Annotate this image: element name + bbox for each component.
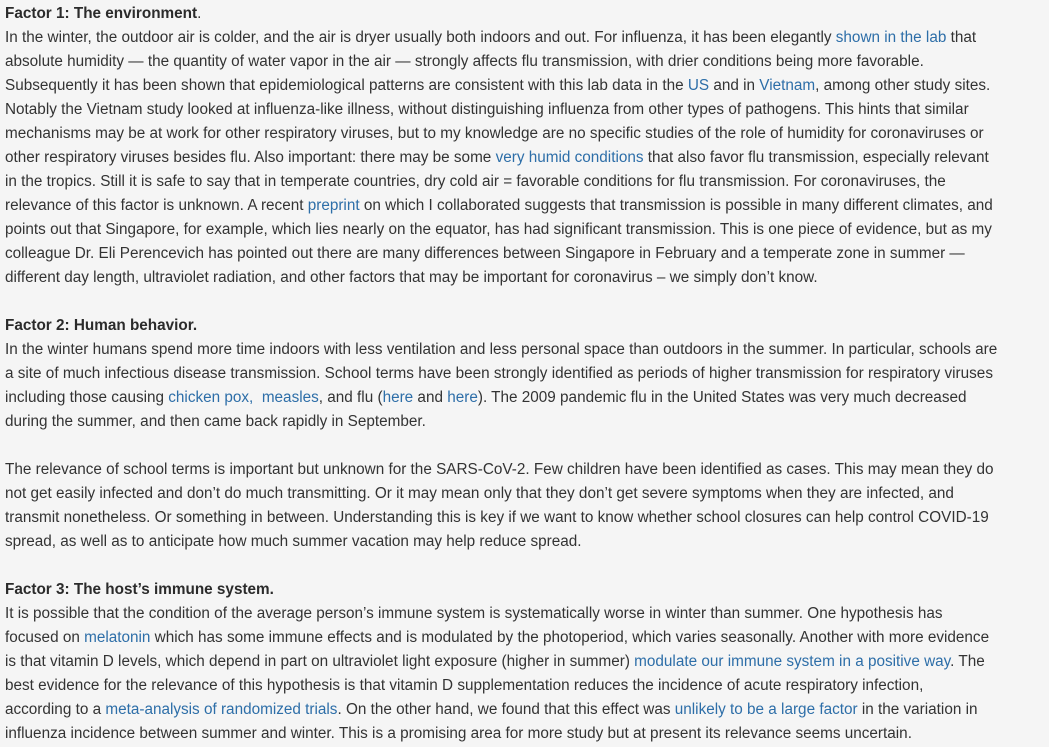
text-line — [5, 26, 1049, 50]
text-line — [5, 242, 1049, 266]
body-text: transmit nonetheless. Or something in between. Understanding this is key if we want to know whether school closures can help control COVID-19 — [5, 509, 989, 526]
body-text: ). The 2009 pandemic flu in the United States was very much decreased — [477, 389, 967, 406]
text-line — [5, 122, 1049, 146]
body-text: , among other study sites. — [815, 77, 991, 94]
section-1-paragraph — [5, 2, 1049, 290]
text-line — [5, 362, 1049, 386]
body-text: In the winter, the outdoor air is colder, and the air is dryer usually both indoors and out. For influenza, it has been elegantly — [5, 29, 836, 46]
body-text: absolute humidity — the quantity of water vapor in the air — strongly affects flu transmission, with drier conditions being more favorable. — [5, 53, 924, 70]
text-line — [5, 338, 1049, 362]
body-text: on which I collaborated suggests that transmission is possible in many different climates, and — [359, 197, 993, 214]
link-us[interactable]: US — [687, 77, 710, 94]
text-line — [5, 650, 1049, 674]
text-line — [5, 410, 1049, 434]
body-text: different day length, ultraviolet radiation, and other factors that may be important for coronavirus – we simply don’t know. — [5, 269, 818, 286]
link-chicken-pox[interactable]: chicken pox, — [168, 389, 254, 406]
text-line — [5, 218, 1049, 242]
body-text: Subsequently it has been shown that epidemiological patterns are consistent with this lab data in the — [5, 77, 688, 94]
body-text: points out that Singapore, for example, which lies nearly on the equator, has had significant transmission. This is one piece of evidence, but as my — [5, 221, 992, 238]
body-text: mechanisms may be at work for other respiratory viruses, but to my knowledge are no specific studies of the role of humidity for coronaviruses or — [5, 125, 984, 142]
section-heading: Factor 3: The host’s immune system. — [5, 581, 274, 598]
text-line — [5, 602, 1049, 626]
body-text: including those causing — [5, 389, 169, 406]
body-text: It is possible that the condition of the average person’s immune system is systematically worse in winter than summer. One hypothesis has — [5, 605, 943, 622]
link-modulate-our-immune-system-in-a-positive-way[interactable]: modulate our immune system in a positive way — [634, 653, 951, 670]
section-2-paragraph — [5, 314, 1049, 434]
link-shown-in-the-lab[interactable]: shown in the lab — [835, 29, 947, 46]
heading-punctuation: . — [197, 5, 202, 22]
body-text — [253, 389, 262, 406]
text-line — [5, 170, 1049, 194]
body-text: Notably the Vietnam study looked at influenza-like illness, without distinguishing influenza from other types of pathogens. This hints that similar — [5, 101, 969, 118]
body-text: according to a — [5, 701, 106, 718]
body-text: other respiratory viruses besides flu. Also important: there may be some — [5, 149, 496, 166]
body-text: not get easily infected and don’t do much transmitting. Or it may mean only that they don’t get severe symptoms when they are infected, and — [5, 485, 954, 502]
body-text: . The — [950, 653, 985, 670]
body-text: best evidence for the relevance of this hypothesis is that vitamin D supplementation reduces the incidence of acute respiratory infection, — [5, 677, 924, 694]
body-text: . On the other hand, we found that this effect was — [337, 701, 675, 718]
body-text: which has some immune effects and is modulated by the photoperiod, which varies seasonally. Another with more evidence — [150, 629, 990, 646]
link-vietnam[interactable]: Vietnam — [759, 77, 816, 94]
text-line — [5, 266, 1049, 290]
text-line — [5, 698, 1049, 722]
link-melatonin[interactable]: melatonin — [84, 629, 151, 646]
body-text: influenza incidence between summer and winter. This is a promising area for more study but at present its relevance seems uncertain. — [5, 725, 912, 742]
body-text: In the winter humans spend more time indoors with less ventilation and less personal space than outdoors in the summer. In particular, schools are — [5, 341, 998, 358]
text-line — [5, 482, 1049, 506]
text-line — [5, 50, 1049, 74]
link-very-humid-conditions[interactable]: very humid conditions — [495, 149, 644, 166]
body-text: focused on — [5, 629, 85, 646]
text-line — [5, 146, 1049, 170]
link-meta-analysis-of-randomized-trials[interactable]: meta-analysis of randomized trials — [105, 701, 338, 718]
body-text: colleague Dr. Eli Perencevich has pointed out there are many differences between Singapore in February and a temperate zone in summer — — [5, 245, 965, 262]
body-text: during the summer, and then came back rapidly in September. — [5, 413, 426, 430]
text-line — [5, 530, 1049, 554]
text-line — [5, 74, 1049, 98]
section-heading-line — [5, 578, 1049, 602]
section-heading-line — [5, 2, 1049, 26]
body-text: spread, as well as to anticipate how much summer vacation may help reduce spread. — [5, 533, 582, 550]
link-unlikely-to-be-a-large-factor[interactable]: unlikely to be a large factor — [674, 701, 858, 718]
body-text: and — [413, 389, 448, 406]
link-measles[interactable]: measles — [261, 389, 319, 406]
body-text: that also favor flu transmission, especially relevant — [643, 149, 989, 166]
text-line — [5, 674, 1049, 698]
section-heading-line — [5, 314, 1049, 338]
text-line — [5, 386, 1049, 410]
body-text: in the tropics. Still it is safe to say that in temperate countries, dry cold air = favorable conditions for flu transmission. For coronaviruses, the — [5, 173, 946, 190]
body-text: The relevance of school terms is important but unknown for the SARS-CoV-2. Few children have been identified as cases. This may mean they do — [5, 461, 994, 478]
section-4-paragraph — [5, 578, 1049, 746]
body-text: a site of much infectious disease transmission. School terms have been strongly identified as periods of higher transmission for respiratory viruses — [5, 365, 993, 382]
body-text: , and flu ( — [318, 389, 383, 406]
link-here[interactable]: here — [447, 389, 478, 406]
section-3-paragraph — [5, 458, 1049, 554]
link-preprint[interactable]: preprint — [307, 197, 360, 214]
body-text: is that vitamin D levels, which depend in part on ultraviolet light exposure (higher in summer) — [5, 653, 635, 670]
text-line — [5, 626, 1049, 650]
text-line — [5, 506, 1049, 530]
body-text: and in — [709, 77, 760, 94]
section-heading: Factor 2: Human behavior. — [5, 317, 198, 334]
text-line — [5, 458, 1049, 482]
body-text: that — [946, 29, 977, 46]
section-heading: Factor 1: The environment — [5, 5, 198, 22]
text-line — [5, 194, 1049, 218]
text-line — [5, 722, 1049, 746]
body-text: in the variation in — [857, 701, 978, 718]
text-line — [5, 98, 1049, 122]
link-here[interactable]: here — [382, 389, 414, 406]
body-text: relevance of this factor is unknown. A recent — [5, 197, 308, 214]
